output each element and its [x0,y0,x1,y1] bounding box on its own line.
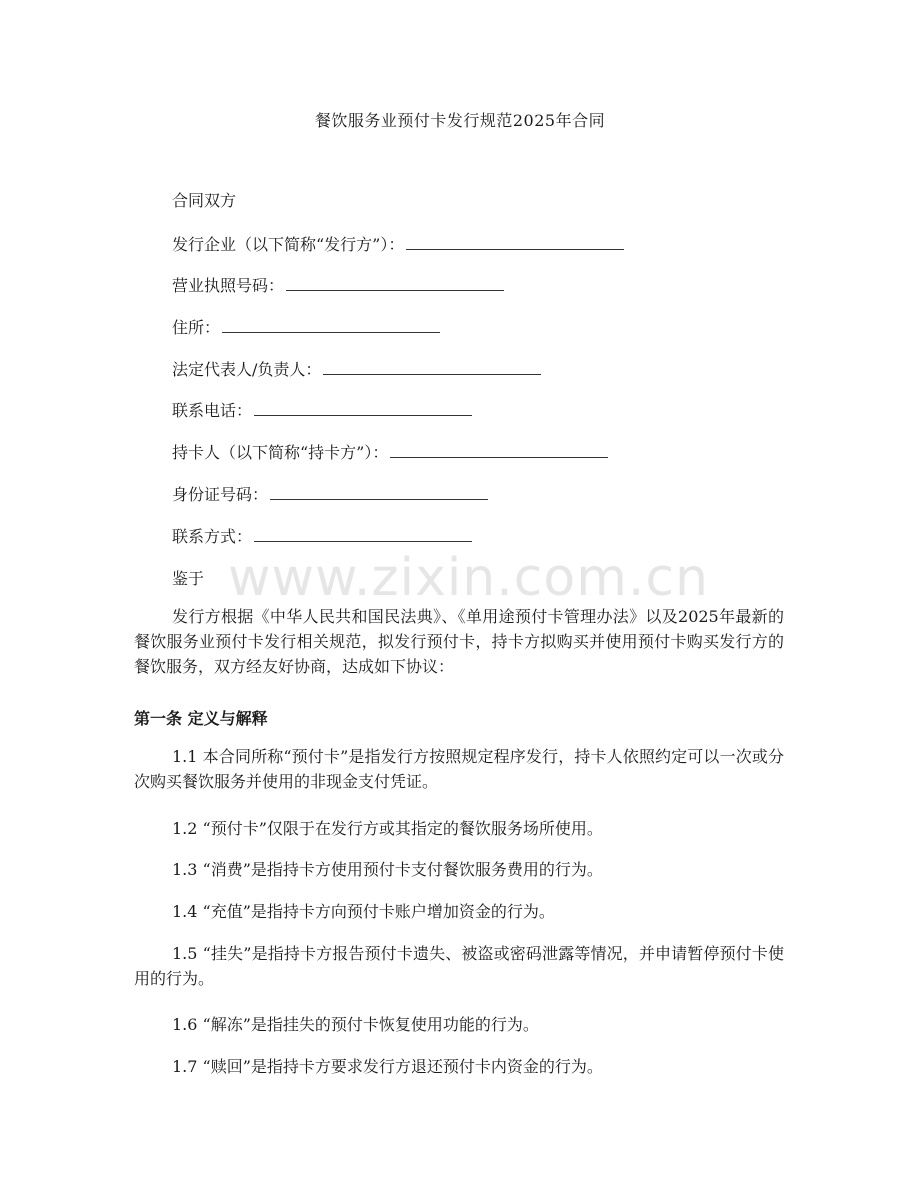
clause-1-4: 1.4 “充值”是指持卡方向预付卡账户增加资金的行为。 [172,902,555,921]
clause-1-3: 1.3 “消费”是指持卡方使用预付卡支付餐饮服务费用的行为。 [172,860,603,879]
holder-field [172,440,608,463]
legal-rep-label: 法定代表人/负责人： [172,360,322,379]
phone-label: 联系电话： [172,401,253,420]
issuer-field [172,232,624,255]
license-field [172,273,504,296]
id-blank [270,485,488,500]
clause-1-7: 1.7 “赎回”是指持卡方要求发行方退还预付卡内资金的行为。 [172,1057,603,1076]
clause-1-1: 1.1 本合同所称“预付卡”是指发行方按照规定程序发行，持卡人依照约定可以一次或分次购买餐饮服务并使用的非现金支付凭证。 [134,747,784,791]
parties-heading: 合同双方 [172,191,237,210]
issuer-label: 发行企业（以下简称“发行方”）： [172,235,405,254]
address-blank [222,318,440,333]
address-field [172,315,440,338]
whereas-label: 鉴于 [172,569,205,588]
contact-field [172,524,472,547]
license-label: 营业执照号码： [172,276,285,295]
watermark: www.zixin.com.cn [228,548,709,608]
contact-blank [254,527,472,542]
holder-label: 持卡人（以下简称“持卡方”）： [172,443,389,462]
address-label: 住所： [172,318,221,337]
contact-label: 联系方式： [172,527,253,546]
id-field [172,482,488,505]
holder-blank [390,443,608,458]
phone-blank [254,401,472,416]
clause-1-2: 1.2 “预付卡”仅限于在发行方或其指定的餐饮服务场所使用。 [172,819,603,838]
legal-rep-field [172,357,541,380]
article1-heading: 第一条 定义与解释 [134,709,268,728]
id-label: 身份证号码： [172,485,269,504]
license-blank [286,276,504,291]
clause-1-6: 1.6 “解冻”是指挂失的预付卡恢复使用功能的行为。 [172,1015,539,1034]
phone-field [172,398,472,421]
legal-rep-blank [323,360,541,375]
clause-1-5: 1.5 “挂失”是指持卡方报告预付卡遗失、被盗或密码泄露等情况，并申请暂停预付卡使用的行为。 [134,944,784,988]
document-title: 餐饮服务业预付卡发行规范2025年合同 [314,111,606,130]
preamble-paragraph: 发行方根据《中华人民共和国民法典》、《单用途预付卡管理办法》以及2025年最新的餐饮服务业预付卡发行相关规范，拟发行预付卡，持卡方拟购买并使用预付卡购买发行方的餐饮服务，双方经友好协商，达成如下协议： [134,607,784,676]
issuer-blank [406,235,624,250]
